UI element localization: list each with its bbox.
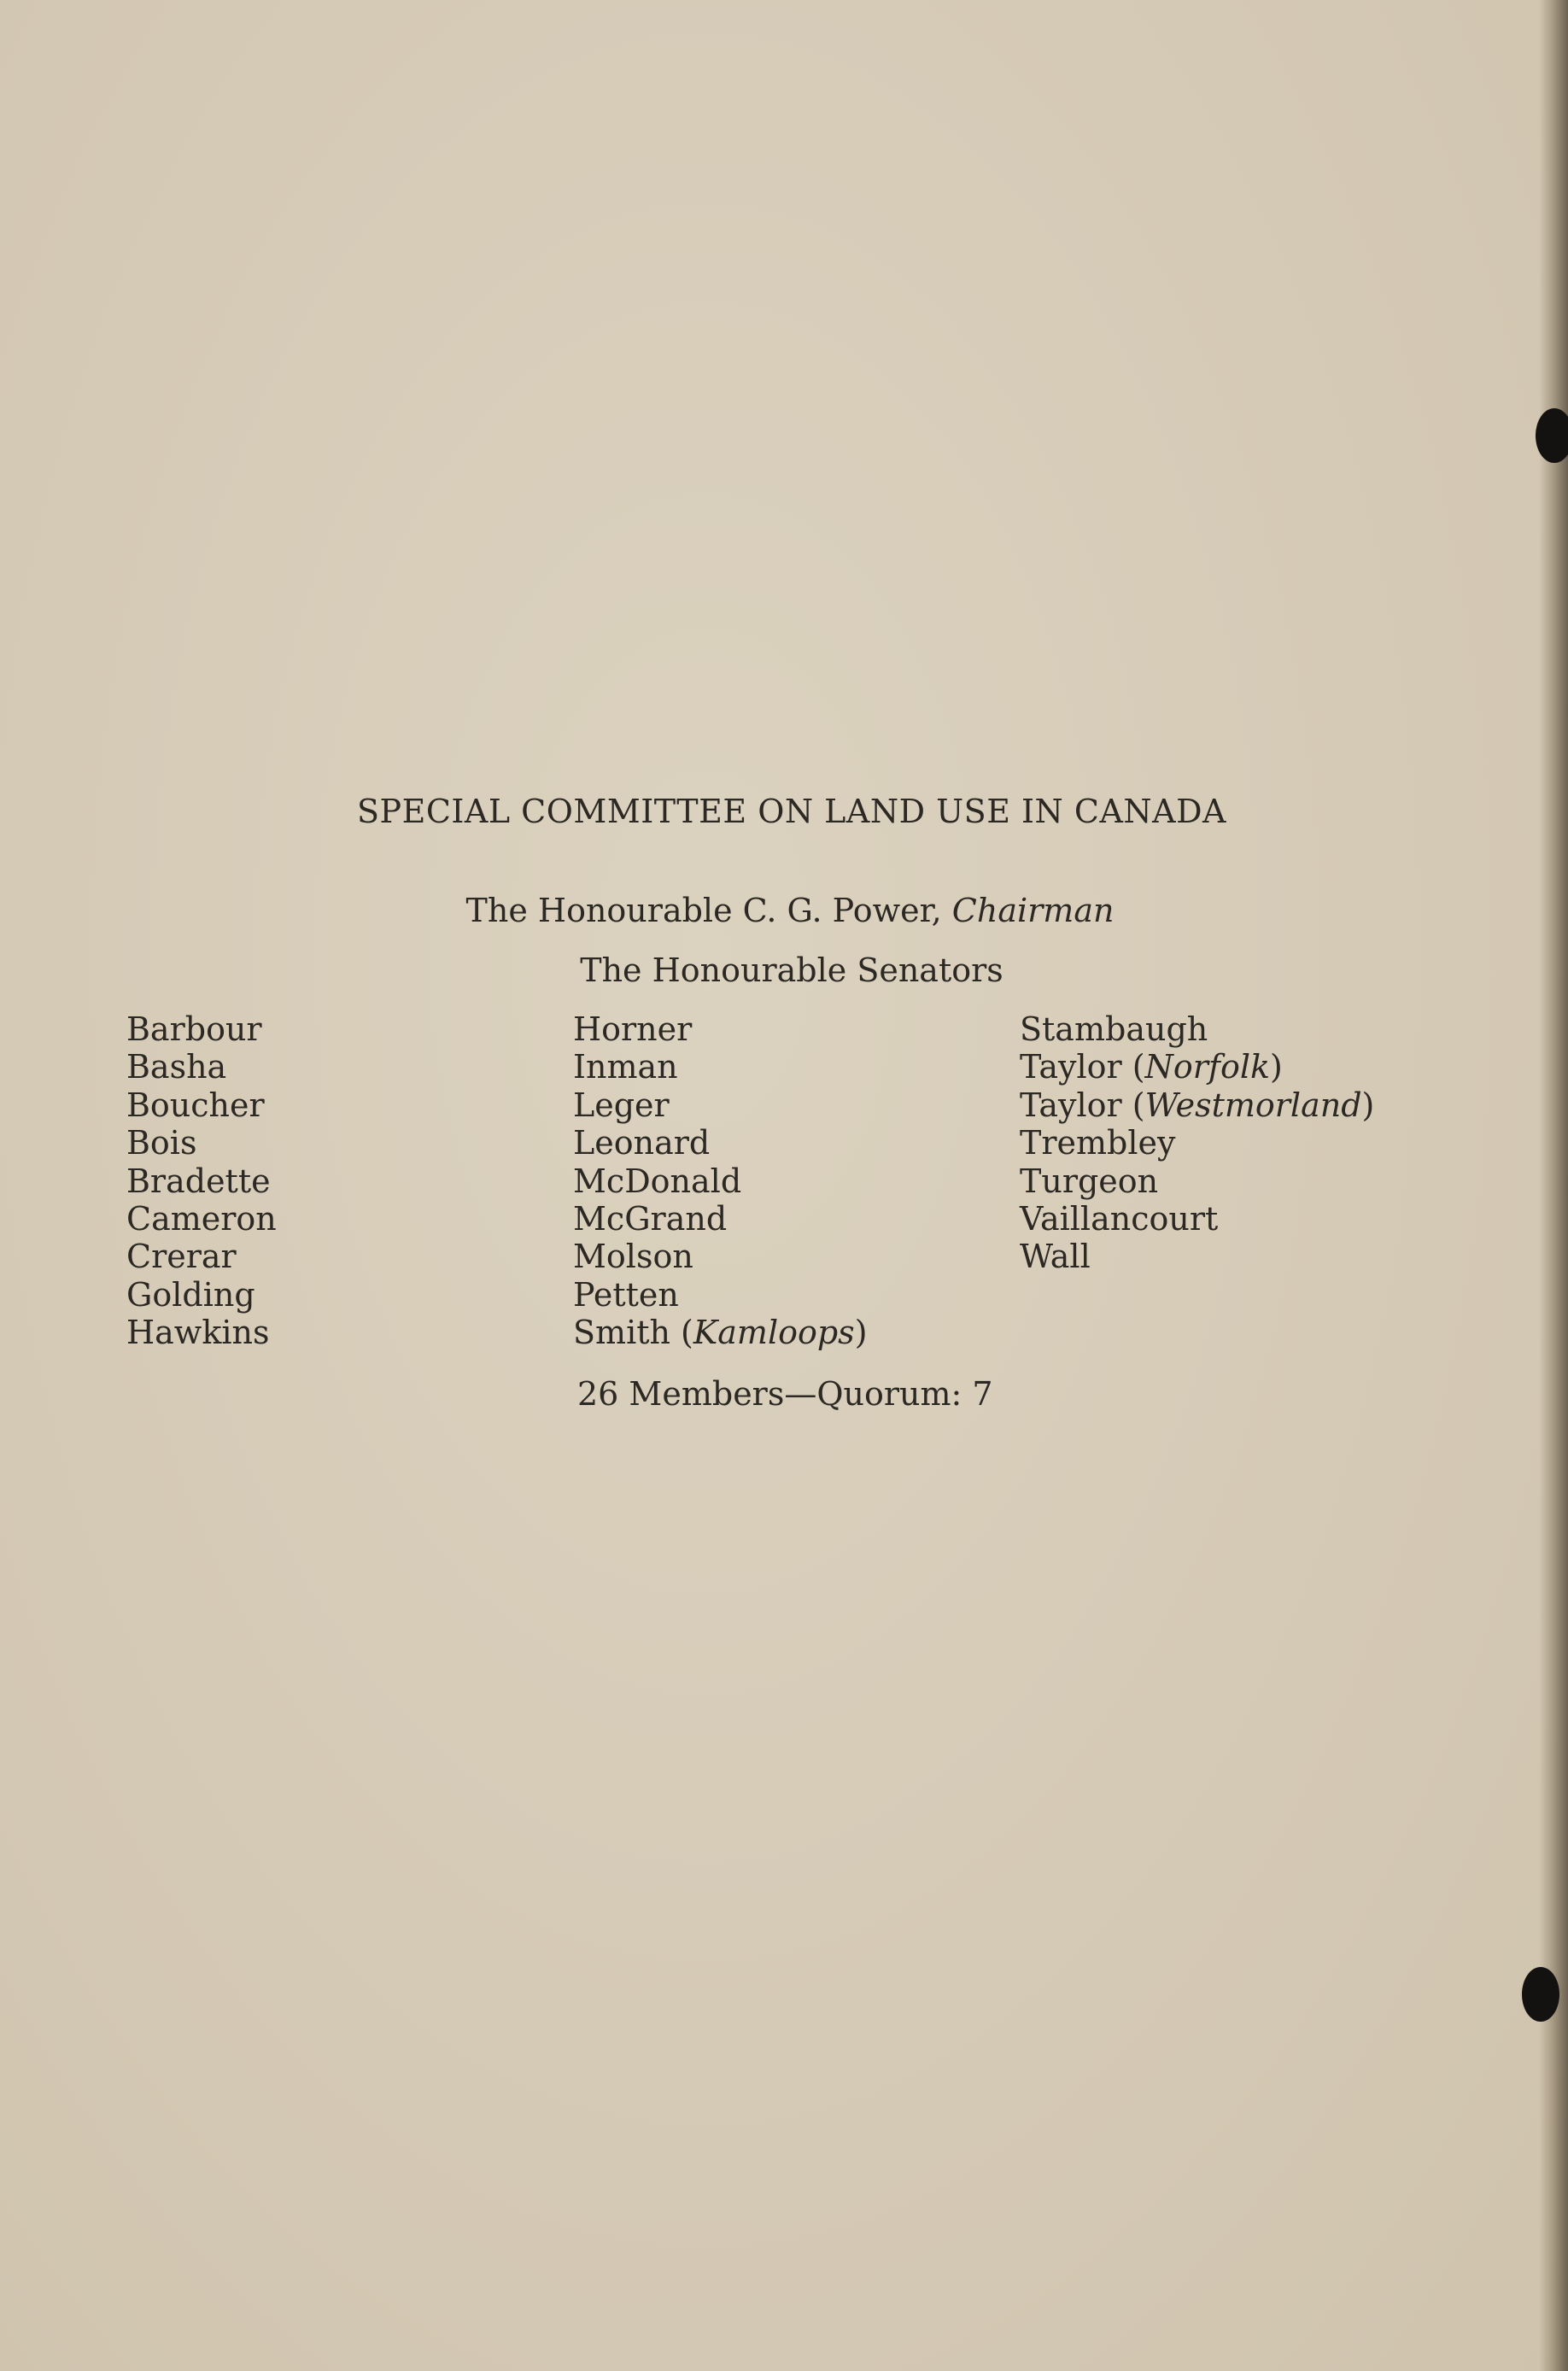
member-name xyxy=(573,1010,868,1048)
member-surname: Petten xyxy=(573,1275,679,1314)
member-surname: Turgeon xyxy=(1020,1162,1159,1200)
member-surname: Wall xyxy=(1020,1238,1091,1276)
member-surname: Leger xyxy=(573,1086,670,1124)
member-surname: Taylor xyxy=(1020,1048,1122,1086)
member-surname: Smith xyxy=(573,1314,670,1352)
member-surname: Horner xyxy=(573,1010,693,1048)
member-surname: Molson xyxy=(573,1238,693,1276)
members-column-2 xyxy=(573,1010,868,1352)
member-name xyxy=(1020,1010,1374,1048)
punch-hole-top xyxy=(1536,408,1568,463)
member-name xyxy=(1020,1124,1374,1162)
member-surname: Vaillancourt xyxy=(1020,1200,1219,1238)
member-name: Bradette xyxy=(126,1162,271,1200)
member-name: Boucher xyxy=(126,1086,265,1124)
punch-hole-bottom xyxy=(1522,1967,1559,2022)
member-name xyxy=(1020,1162,1374,1200)
chairman-role: Chairman xyxy=(951,892,1115,929)
member-name xyxy=(1020,1200,1374,1238)
member-name: Taylor (Norfolk) xyxy=(1020,1048,1283,1086)
member-surname: Taylor xyxy=(1020,1086,1122,1124)
member-name xyxy=(573,1086,868,1124)
member-name: Taylor (Westmorland) xyxy=(1020,1086,1375,1124)
member-name: Smith (Kamloops) xyxy=(573,1314,868,1352)
member-surname: Inman xyxy=(573,1048,678,1086)
member-constituency: Westmorland xyxy=(1144,1086,1362,1124)
member-name: Hawkins xyxy=(126,1314,270,1352)
chairman-line xyxy=(0,892,1568,929)
member-name xyxy=(573,1162,868,1200)
member-name xyxy=(573,1238,868,1275)
members-column-1 xyxy=(126,1010,277,1352)
chairman-name: The Honourable C. G. Power, xyxy=(465,892,942,929)
member-name xyxy=(573,1124,868,1162)
member-surname: Leonard xyxy=(573,1124,711,1162)
member-name: Crerar xyxy=(126,1238,237,1276)
member-name: Golding xyxy=(126,1275,255,1314)
member-name: Basha xyxy=(126,1048,227,1086)
member-name xyxy=(573,1200,868,1238)
member-name xyxy=(1020,1238,1374,1275)
member-surname: McDonald xyxy=(573,1162,742,1200)
member-name: Cameron xyxy=(126,1200,277,1238)
members-column-3 xyxy=(1020,1010,1374,1276)
member-surname: McGrand xyxy=(573,1200,728,1238)
member-surname: Stambaugh xyxy=(1020,1010,1208,1048)
committee-heading: SPECIAL COMMITTEE ON LAND USE IN CANADA xyxy=(357,793,1226,830)
member-surname: Trembley xyxy=(1020,1124,1176,1162)
member-name: Bois xyxy=(126,1124,197,1162)
member-name xyxy=(573,1276,868,1314)
quorum-line: 26 Members—Quorum: 7 xyxy=(577,1375,993,1413)
member-name xyxy=(573,1048,868,1086)
senators-heading: The Honourable Senators xyxy=(580,951,1003,989)
member-constituency: Norfolk xyxy=(1144,1048,1271,1086)
member-name: Barbour xyxy=(126,1010,262,1048)
member-constituency: Kamloops xyxy=(693,1314,855,1352)
